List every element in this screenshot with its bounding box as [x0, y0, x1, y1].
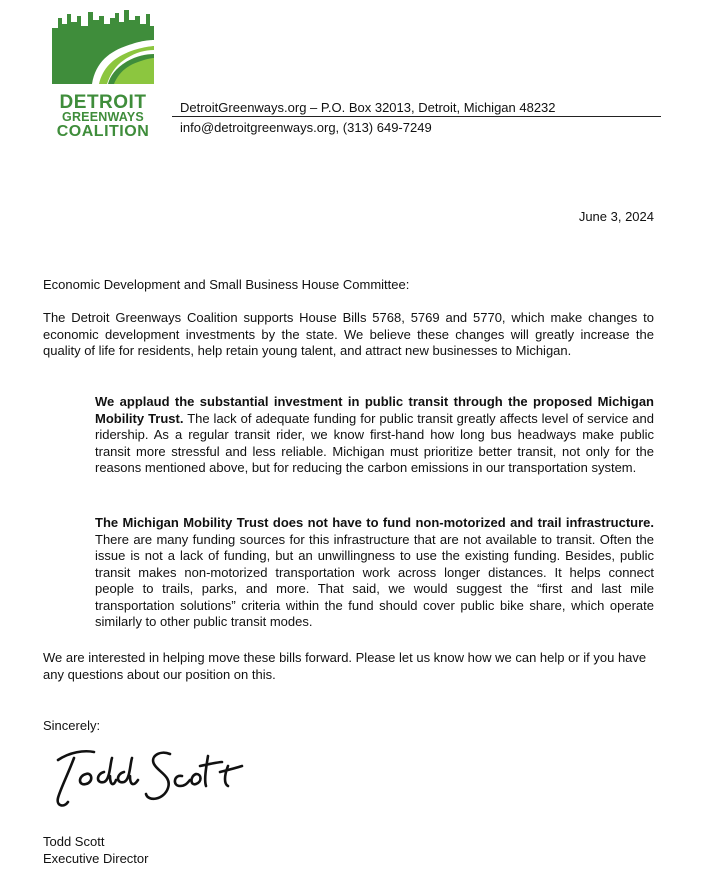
point-heading-nonmotorized: The Michigan Mobility Trust does not have to fund non-motorized and trail infrastructure. [95, 515, 654, 530]
signer-title: Executive Director [43, 851, 149, 866]
skyline-road-icon [52, 10, 154, 94]
point-paragraph-transit [95, 394, 654, 477]
detroit-greenways-logo [52, 10, 154, 140]
letterhead-divider [172, 116, 661, 117]
closing-paragraph: We are interested in helping move these bills forward. Please let us know how we can help or if you have any questions about our position on this. [43, 650, 647, 682]
salutation: Economic Development and Small Business House Committee: [43, 277, 410, 292]
point-body-nonmotorized: There are many funding sources for this infrastructure that are not available to transit. Often the issue is not a lack of funding, but an unwillingness to use the existing funding. Besides, public transit makes non-motorized transportation work across longer distances. It helps connect people to trails, parks, and more. That said, we would suggest the “first and last mile transportation solutions” criteria within the fund should cover public bike share, which operate similarly to other public transit modes. [95, 531, 654, 629]
sign-off: Sincerely: [43, 718, 101, 733]
signer-name: Todd Scott [43, 834, 105, 849]
point-paragraph-nonmotorized [95, 515, 654, 631]
logo-line1: DETROIT [59, 92, 147, 113]
logo-wordmark [52, 94, 154, 139]
handwritten-signature [50, 736, 250, 814]
intro-paragraph: The Detroit Greenways Coalition supports House Bills 5768, 5769 and 5770, which make changes to economic development investments by the state. We believe these changes will greatly increase the quality of life for residents, help retain young talent, and attract new businesses to Michigan. [43, 310, 654, 358]
point-body-transit: The lack of adequate funding for public transit greatly affects level of service and ridership. As a regular transit rider, we know first-hand how long bus headways make public transit more stressful and less reliable. Michigan must prioritize better transit, not only for the reasons mentioned above, but for reducing the carbon emissions in our transportation system. [95, 410, 654, 475]
letterhead-address: DetroitGreenways.org – P.O. Box 32013, Detroit, Michigan 48232 [180, 100, 556, 115]
logo-line3: COALITION [56, 123, 150, 140]
logo-line2: GREENWAYS [62, 110, 144, 124]
point-heading-transit: We applaud the substantial investment in public transit through the proposed Michigan Mobility Trust. [95, 394, 654, 426]
letter-date: June 3, 2024 [578, 209, 654, 224]
letterhead-contact: info@detroitgreenways.org, (313) 649-7249 [180, 120, 432, 135]
